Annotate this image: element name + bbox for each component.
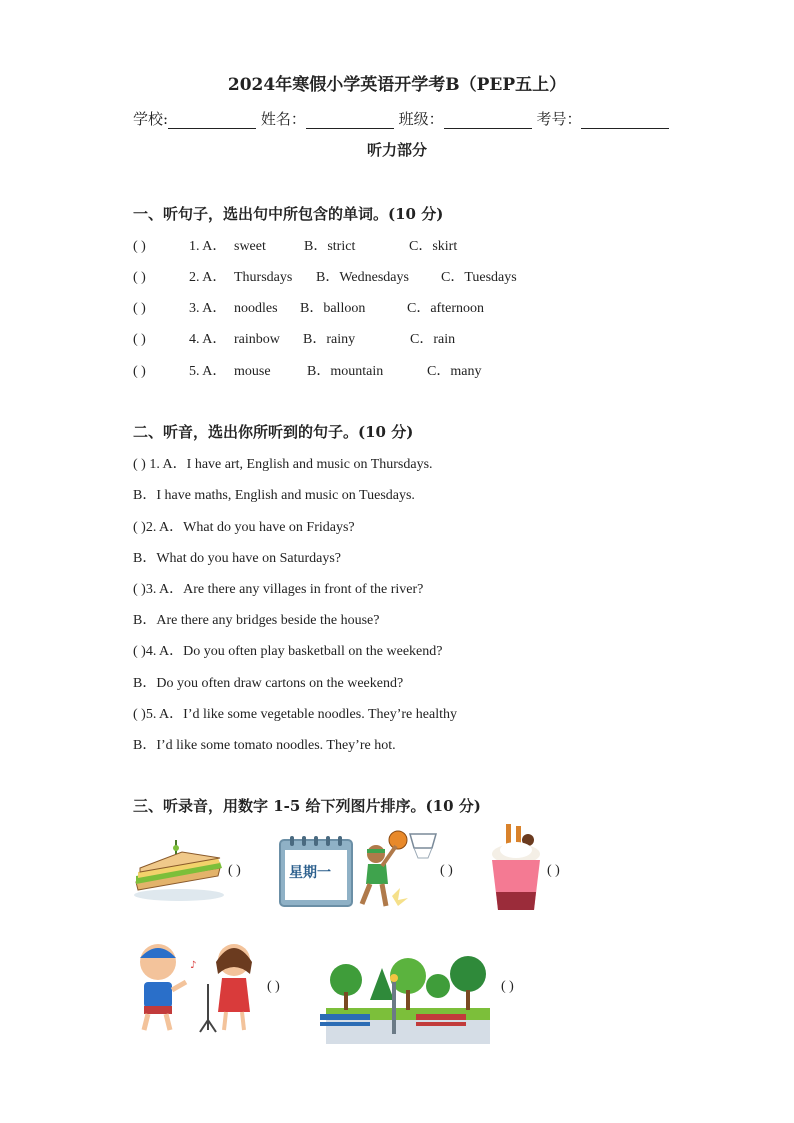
sec1-question-2: ( ) 2. A． Thursdays B．Wednesdays C．Tuesdays	[133, 270, 517, 285]
sec1-question-5: ( ) 5. A． mouse B．mountain C．many	[133, 364, 482, 379]
sec2-line: B．I have maths, English and music on Tuesdays.	[133, 488, 415, 503]
sec2-line: ( )5. A．I’d like some vegetable noodles. They’re healthy	[133, 707, 457, 722]
name-label: 姓名：	[260, 110, 306, 128]
picture-answer-2[interactable]: ( )	[440, 863, 453, 878]
sec1-question-3: ( ) 3. A． noodles B．balloon C．afternoon	[133, 301, 484, 316]
number-label: 考号：	[536, 110, 582, 128]
dessert-cup-picture	[486, 822, 546, 918]
student-info-row	[133, 108, 669, 129]
sec1-question-4: ( ) 4. A． rainbow B．rainy C．rain	[133, 332, 456, 347]
sec1-question-1: ( ) 1. A． sweet B．strict C．skirt	[133, 239, 458, 254]
singing-kids-picture	[130, 938, 266, 1034]
class-blank[interactable]	[444, 112, 532, 129]
calendar-text: 星期一	[289, 865, 331, 881]
picture-answer-4[interactable]: ( )	[267, 979, 280, 994]
sec2-line: B．What do you have on Saturdays?	[133, 551, 342, 566]
picture-answer-1[interactable]: ( )	[228, 863, 241, 878]
exam-title: 2024年寒假小学英语开学考B（PEP五上）	[227, 75, 567, 95]
sec2-line: ( )2. A．What do you have on Fridays?	[133, 520, 355, 535]
class-label: 班级：	[398, 110, 444, 128]
sec2-line: B．Do you often draw cartons on the weekend?	[133, 676, 404, 691]
svg-text:♪: ♪	[190, 960, 197, 971]
sandwich-picture	[132, 838, 226, 902]
school-blank[interactable]	[168, 112, 256, 129]
section2-heading: 二、听音，选出你所听到的句子。(10 分)	[133, 423, 414, 441]
sec2-line: ( )4. A．Do you often play basketball on the weekend?	[133, 644, 443, 659]
basketball-boy-picture	[352, 826, 440, 914]
section-subtitle: 听力部分	[366, 141, 427, 159]
name-blank[interactable]	[306, 112, 394, 129]
park-picture	[316, 940, 492, 1044]
picture-answer-5[interactable]: ( )	[501, 979, 514, 994]
sec2-line: B．Are there any bridges beside the house?	[133, 613, 380, 628]
picture-answer-3[interactable]: ( )	[547, 863, 560, 878]
sec2-line: B．I’d like some tomato noodles. They’re hot.	[133, 738, 396, 753]
sec2-line: ( )3. A．Are there any villages in front of the river?	[133, 582, 424, 597]
section3-heading: 三、听录音，用数字 1-5 给下列图片排序。(10 分)	[133, 797, 481, 815]
school-label: 学校:	[133, 110, 169, 128]
section1-heading: 一、听句子，选出句中所包含的单词。(10 分)	[133, 205, 444, 223]
sec2-line: ( ) 1. A．I have art, English and music on Thursdays.	[133, 457, 433, 472]
number-blank[interactable]	[581, 112, 669, 129]
